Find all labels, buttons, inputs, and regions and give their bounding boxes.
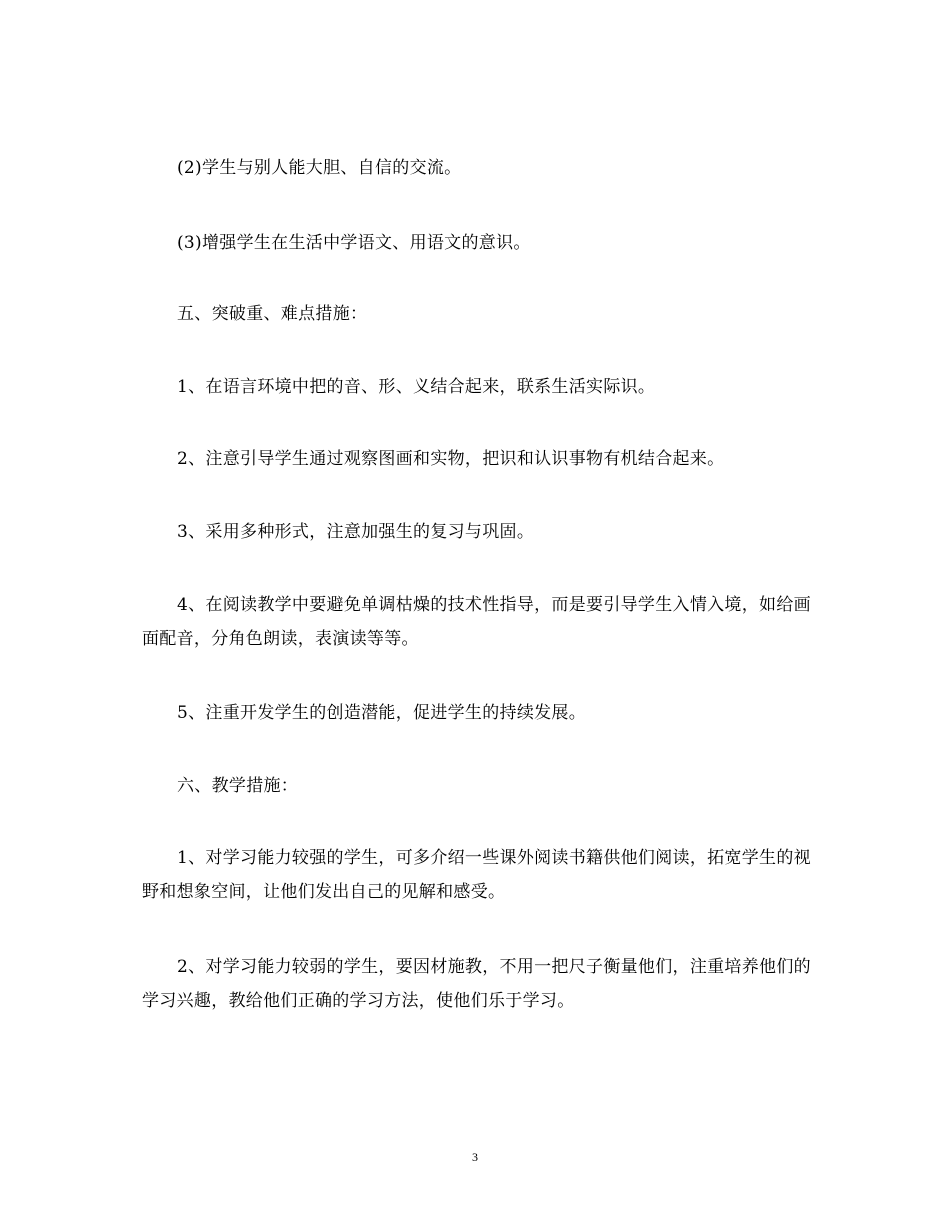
paragraph-teaching-1: 1、对学习能力较强的学生，可多介绍一些课外阅读书籍供他们阅读，拓宽学生的视野和想象空间，让他们发出自己的见解和感受。 [142,848,811,902]
paragraph-goal-3: (3)增强学生在生活中学语文、用语文的意识。 [177,233,531,253]
paragraph-goal-2: (2)学生与别人能大胆、自信的交流。 [177,158,462,178]
section-heading-teaching: 六、教学措施： [177,776,299,796]
paragraph-measure-5: 5、注重开发学生的创造潜能，促进学生的持续发展。 [177,703,587,723]
paragraph-measure-4: 4、在阅读教学中要避免单调枯燥的技术性指导，而是要引导学生入情入境，如给画面配音，分角色朗读，表演读等等。 [142,595,811,649]
paragraph-measure-2: 2、注意引导学生通过观察图画和实物，把识和认识事物有机结合起来。 [177,449,725,469]
paragraph-measure-1: 1、在语言环境中把的音、形、义结合起来，联系生活实际识。 [177,377,656,397]
paragraph-teaching-2: 2、对学习能力较弱的学生，要因材施教，不用一把尺子衡量他们，注重培养他们的学习兴趣，教给他们正确的学习方法，使他们乐于学习。 [142,957,811,1011]
paragraph-measure-3: 3、采用多种形式，注意加强生的复习与巩固。 [177,522,535,542]
section-heading-difficulties: 五、突破重、难点措施： [177,304,368,324]
page-number: 3 [472,1150,478,1164]
